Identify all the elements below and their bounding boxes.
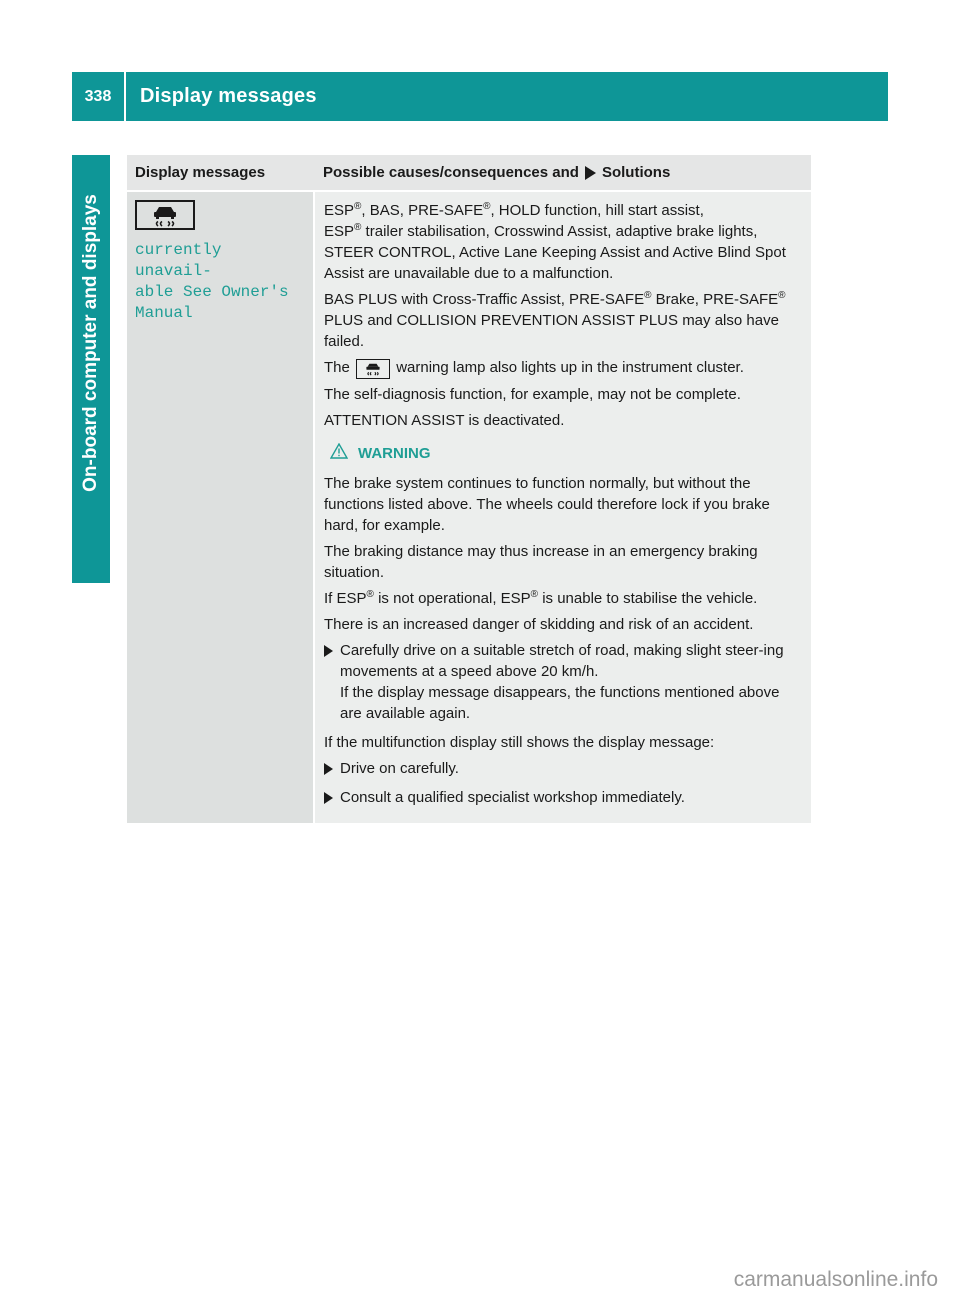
warning-paragraph-brake-system: The brake system continues to function normally, but without the functions listed above. The wheels could therefore lock if you brake hard, for example. [324,474,770,534]
step-note: If the display message disappears, the functions mentioned above are available again. [340,683,780,722]
step-text-drive-suitable: Carefully drive on a suitable stretch of road, making slight steer-ing movements at a speed above 20 km/h. [340,641,784,680]
step-text [340,640,805,724]
display-message-text: currently unavail‐ able See Owner's Manual [135,241,289,322]
warning-paragraph-esp [324,588,805,609]
reg-mark: ® [778,290,786,301]
arrow-right-icon [585,166,596,180]
text-not-operational: is not operational, ESP [373,589,531,607]
column-header-display-messages: Display messages [135,164,266,181]
text-hold: , HOLD function, hill start assist, [490,202,704,219]
warning-label: WARNING [358,445,431,462]
esp-warning-icon [356,359,390,379]
paragraph-self-diagnosis: The self-diagnosis function, for example, may not be complete. [324,385,741,403]
paragraph-if-still-shows: If the multifunction display still shows the display message: [324,733,715,751]
page-title: Display messages [140,85,317,107]
text-esp: ESP [324,223,355,240]
reg-mark: ® [530,588,539,600]
reg-mark: ® [644,290,652,301]
side-tab-label-wrap [72,155,110,530]
reg-mark: ® [366,588,374,600]
display-message-cell [127,192,313,823]
warning-paragraph-skidding: There is an increased danger of skidding and risk of an accident. [324,615,754,633]
esp-warning-icon [135,200,195,230]
causes-solutions-cell [315,192,811,823]
column-header-causes: Possible causes/consequences and [323,164,579,181]
paragraph-attention-assist: ATTENTION ASSIST is deactivated. [324,411,565,429]
step-item [324,787,805,810]
text-if-esp: If ESP [324,589,367,607]
warning-paragraph-braking-distance: The braking distance may thus increase in an emergency braking situation. [324,542,758,581]
text-unable: is unable to stabilise the vehicle. [538,589,758,607]
paragraph-unavailable-functions [324,200,805,284]
text-warning-lamp: warning lamp also lights up in the instrument cluster. [396,359,744,376]
text-bas-plus: BAS PLUS with Cross-Traffic Assist, PRE-SAFE [324,291,645,308]
paragraph-warning-lamp [324,357,805,379]
column-header-causes-solutions [315,155,811,190]
reg-mark: ® [354,201,362,212]
step-arrow-icon [324,640,340,724]
text-plus: PLUS and COLLISION PREVENTION ASSIST PLUS may also have failed. [324,312,779,350]
watermark: carmanualsonline.info [733,1268,938,1291]
step-text-drive-carefully: Drive on carefully. [340,759,459,777]
step-arrow-icon [324,758,340,781]
reg-mark: ® [483,201,491,212]
text-brake: Brake, PRE-SAFE [651,291,779,308]
warning-heading [330,443,805,465]
column-header-solutions: Solutions [601,164,671,181]
warning-triangle-icon [330,443,348,465]
paragraph-bas-plus [324,289,805,352]
step-text-consult-workshop: Consult a qualified specialist workshop immediately. [340,788,685,806]
display-messages-table [127,155,811,823]
table-row [127,192,811,823]
text-trailer: trailer stabilisation, Crosswind Assist, adaptive brake lights, STEER CONTROL, Active Lane Keeping Assist and Active Blind Spot Assist are unavailable due to a malfunction. [324,223,786,282]
page-number: 338 [72,72,126,121]
side-tab-label: On-board computer and displays [80,193,101,492]
step-arrow-icon [324,787,340,810]
table-header [127,155,811,190]
text-esp: ESP [324,202,355,219]
step-item [324,640,805,724]
text-bas: , BAS, PRE-SAFE [361,202,484,219]
text-the: The [324,359,350,376]
page-header [72,72,888,121]
step-item [324,758,805,781]
reg-mark: ® [354,222,362,233]
